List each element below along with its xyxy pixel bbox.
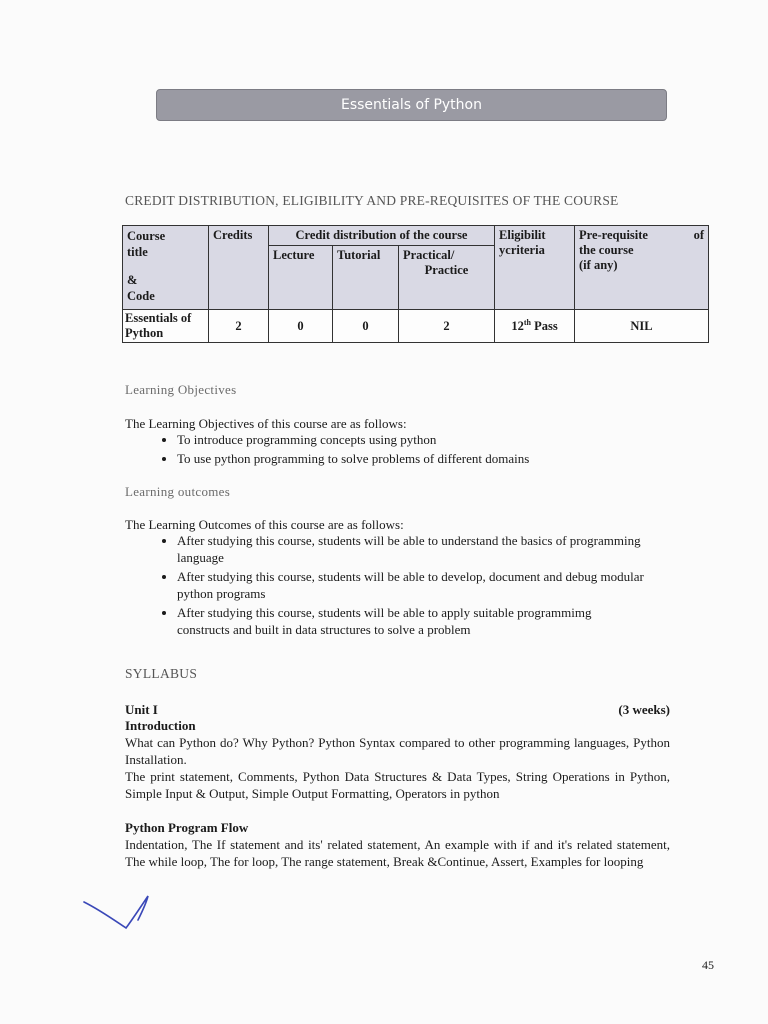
cell-lecture: 0: [269, 310, 333, 343]
cell-practical: 2: [399, 310, 495, 343]
header-tutorial: Tutorial: [333, 246, 399, 310]
cell-eligibility: 12th Pass: [495, 310, 575, 343]
header-eligibility: Eligibilit ycriteria: [495, 226, 575, 310]
list-item: • After studying this course, students will be able to apply suitable programmimg constructs and built in data structures to solve a problem: [177, 604, 647, 638]
banner-title: Essentials of Python: [341, 97, 482, 113]
objectives-heading: Learning Objectives: [125, 382, 237, 397]
outcomes-list: [155, 532, 647, 640]
cell-prerequisite: NIL: [575, 310, 709, 343]
list-item: • After studying this course, students will be able to develop, document and debug modular python programs: [177, 568, 647, 602]
syllabus-heading: SYLLABUS: [125, 666, 198, 681]
program-flow-heading: Python Program Flow: [125, 820, 249, 835]
outcomes-intro: The Learning Outcomes of this course are as follows:: [125, 517, 404, 532]
credit-distribution-table: [122, 225, 709, 343]
cell-credits: 2: [209, 310, 269, 343]
header-course-title: Course title & Code: [123, 226, 209, 310]
list-item: • To introduce programming concepts using python: [177, 431, 697, 448]
program-flow-text: Indentation, The If statement and its' related statement, An example with if and it's related statement, The while loop, The for loop, The range statement, Break &Continue, Assert, Examples for looping: [125, 837, 670, 869]
list-item: • To use python programming to solve problems of different domains: [177, 450, 697, 467]
objectives-list: [155, 431, 697, 469]
cell-course-name: Essentials of Python: [123, 310, 209, 343]
table-row: [123, 310, 709, 343]
signature-mark: [82, 890, 162, 936]
introduction-text-2: The print statement, Comments, Python Data Structures & Data Types, String Operations in Python, Simple Input & Output, Simple Output Formatting, Operators in python: [125, 769, 670, 801]
cell-tutorial: 0: [333, 310, 399, 343]
list-item: • After studying this course, students will be able to understand the basics of programming language: [177, 532, 647, 566]
introduction-heading: Introduction: [125, 718, 196, 733]
outcomes-heading: Learning outcomes: [125, 484, 231, 499]
credit-section-heading: CREDIT DISTRIBUTION, ELIGIBILITY AND PRE-REQUISITES OF THE COURSE: [125, 193, 619, 208]
header-prerequisite: Pre-requisite of the course (if any): [575, 226, 709, 310]
header-lecture: Lecture: [269, 246, 333, 310]
introduction-text: What can Python do? Why Python? Python Syntax compared to other programming languages, Python Installation.: [125, 735, 670, 767]
unit-title: Unit I: [125, 702, 158, 717]
header-credit-distribution: Credit distribution of the course: [269, 226, 495, 246]
header-practical: Practical/ Practice: [399, 246, 495, 310]
unit-duration: (3 weeks): [618, 702, 670, 717]
header-credits: Credits: [209, 226, 269, 310]
unit-header: [125, 702, 670, 718]
objectives-intro: The Learning Objectives of this course are as follows:: [125, 416, 407, 431]
course-title-banner: [156, 89, 667, 121]
table-header-row: [123, 226, 709, 246]
page-number: 45: [702, 958, 714, 972]
